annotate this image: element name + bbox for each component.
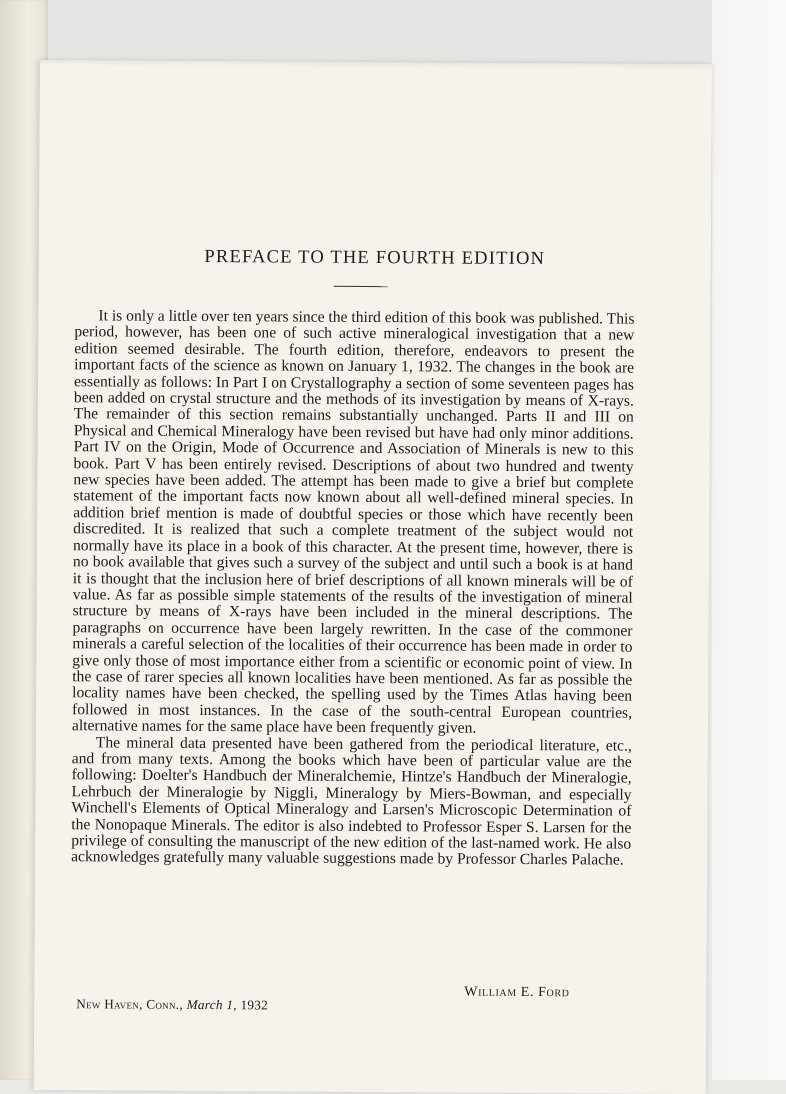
author-signature: William E. Ford	[464, 984, 570, 1001]
page-title: PREFACE TO THE FOURTH EDITION	[204, 247, 546, 270]
dateline-place: New Haven, Conn.,	[76, 996, 184, 1012]
book-page	[34, 60, 712, 1094]
background-strip	[712, 0, 786, 1080]
dateline-month-day: March 1,	[186, 996, 237, 1013]
dateline-year: 1932	[240, 997, 269, 1013]
paragraph-1: It is only a little over ten years since the third edition of this book was published. This period, however, has been one of such active mineralogical investigation that a new edition seemed desirable. The fourth edition, therefore, endeavors to present the important facts of the science as known on January 1, 1932. The changes in the book are essentially as follows: In Part I on Crystallography a section of some seventeen pages has been added on crystal structure and the methods of its investigation by means of X-rays. The remainder of this section remains substantially unchanged. Parts II and III on Physical and Chemical Mineralogy have been revised but have had only minor additions. Part IV on the Origin, Mode of Occurrence and Association of Minerals is new to this book. Part V has been entirely revised. Descriptions of about two hundred and twenty new species have been added. The attempt has been made to give a brief but complete statement of the important facts now known about all well-defined mineral species. In addition brief mention is made of doubtful species or those which have recently been discredited. It is realized that such a complete treatment of the subject would not normally have its place in a book of this character. At the present time, however, there is no book available that gives such a survey of the subject and until such a book is at hand it is thought that the inclusion here of brief descriptions of all known minerals will be of value. As far as possible simple statements of the results of the investigation of mineral structure by means of X-rays have been included in the mineral descriptions. The paragraphs on occurrence have been largely rewritten. In the case of the commoner minerals a careful selection of the localities of their occurrence has been made in order to give only those of most importance either from a scientific or economic point of view. In the case of rarer species all known localities have been mentioned. As far as possible the locality names have been checked, the spelling used by the Times Atlas having been followed in most instances. In the case of the south-central European countries, alternative names for the same place have been frequently given.	[71, 307, 635, 737]
dateline	[76, 996, 268, 1013]
title-rule	[334, 286, 388, 287]
paragraph-2: The mineral data presented have been gathered from the periodical literature, etc., and from many texts. Among the books which have been of particular value are the following: Doelter's Handbuch der Mineralchemie, Hintze's Handbuch der Mineralogie, Lehrbuch der Mineralogie by Niggli, Mineralogy by Miers-Bowman, and especially Winchell's Elements of Optical Mineralogy and Larsen's Microscopic Determination of the Nonopaque Minerals. The editor is also indebted to Professor Esper S. Larsen for the privilege of consulting the manuscript of the new edition of the last-named work. He also acknowledges gratefully many valuable suggestions made by Professor Charles Palache.	[71, 733, 632, 869]
preface-body	[71, 308, 634, 869]
